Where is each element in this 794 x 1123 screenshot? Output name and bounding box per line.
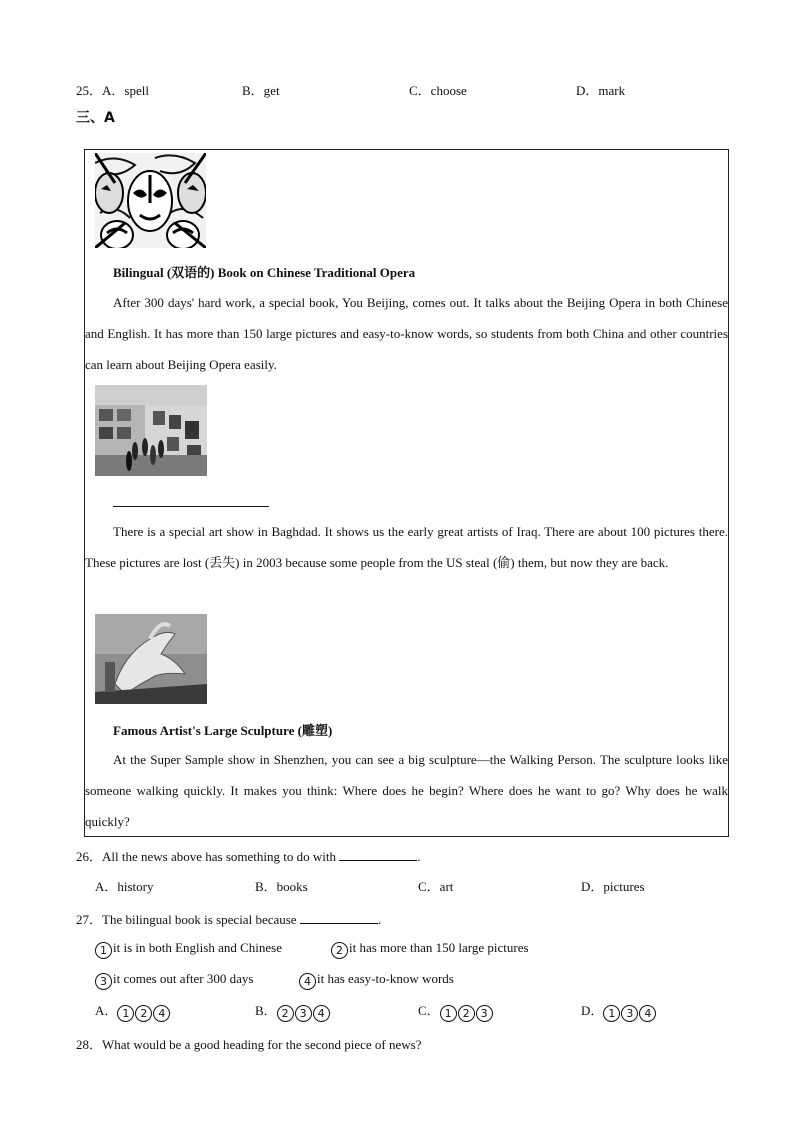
q27-statement-1: 1 it is in both English and Chinese xyxy=(95,940,282,959)
q27-option-d: D． 1 3 4 xyxy=(581,1001,657,1022)
circled-number: 3 xyxy=(95,973,112,990)
q25-option-b: B．get xyxy=(242,83,280,98)
section-heading: 三、A xyxy=(76,110,115,126)
question-26-stem: 26．All the news above has something to do with . xyxy=(76,849,421,864)
news-2-body: There is a special art show in Baghdad. It shows us the early great artists of Iraq. There are about 100 pictures there. These pictures are lost (丢失) in 2003 because some people from the US steal (偷) them, but now they are back. xyxy=(85,524,728,570)
q27-statement-4: 4 it has easy-to-know words xyxy=(299,971,454,990)
question-26-options xyxy=(0,877,794,897)
news-3-title: Famous Artist's Large Sculpture (雕塑) xyxy=(113,723,333,738)
q25-option-a: 25．A．spell xyxy=(76,83,149,98)
q26-option-c: C．art xyxy=(418,879,454,894)
circled-number: 1 xyxy=(95,942,112,959)
news-1-body: After 300 days' hard work, a special book, You Beijing, comes out. It talks about the Beijing Opera in both Chinese and English. It has more than 150 large pictures and easy-to-know words, so students from both China and other countries can learn about Beijing Opera easily. xyxy=(85,295,728,372)
q26-option-b: B．books xyxy=(255,879,308,894)
art-gallery-image xyxy=(95,385,207,476)
q27-option-b: B． 2 3 4 xyxy=(255,1001,331,1022)
q27-statement-2: 2 it has more than 150 large pictures xyxy=(331,940,529,959)
q25-option-d: D．mark xyxy=(576,83,626,98)
question-28-stem: 28．What would be a good heading for the second piece of news? xyxy=(76,1037,422,1052)
answer-blank xyxy=(300,911,378,924)
circled-number: 4 xyxy=(299,973,316,990)
question-27-options xyxy=(0,1001,794,1021)
answer-blank xyxy=(339,848,417,861)
q25-option-c: C．choose xyxy=(409,83,467,98)
opera-masks-image xyxy=(95,153,206,248)
q27-option-c: C． 1 2 3 xyxy=(418,1001,494,1022)
news-3-body: At the Super Sample show in Shenzhen, you can see a big sculpture—the Walking Person. The sculpture looks like someone walking quickly. It makes you think: Where does he begin? Where does he want to go? Why does he walk quickly? xyxy=(85,752,728,829)
news-2-title-blank xyxy=(113,496,269,507)
q27-option-a: A． 1 2 4 xyxy=(95,1001,171,1022)
q27-statement-3: 3 it comes out after 300 days xyxy=(95,971,253,990)
question-25 xyxy=(0,81,794,101)
q26-option-a: A．history xyxy=(95,879,154,894)
q26-option-d: D．pictures xyxy=(581,879,645,894)
news-1-title: Bilingual (双语的) Book on Chinese Traditional Opera xyxy=(113,265,416,280)
circled-number: 2 xyxy=(331,942,348,959)
question-27-stem: 27．The bilingual book is special because . xyxy=(76,912,382,927)
sculpture-image xyxy=(95,614,207,704)
